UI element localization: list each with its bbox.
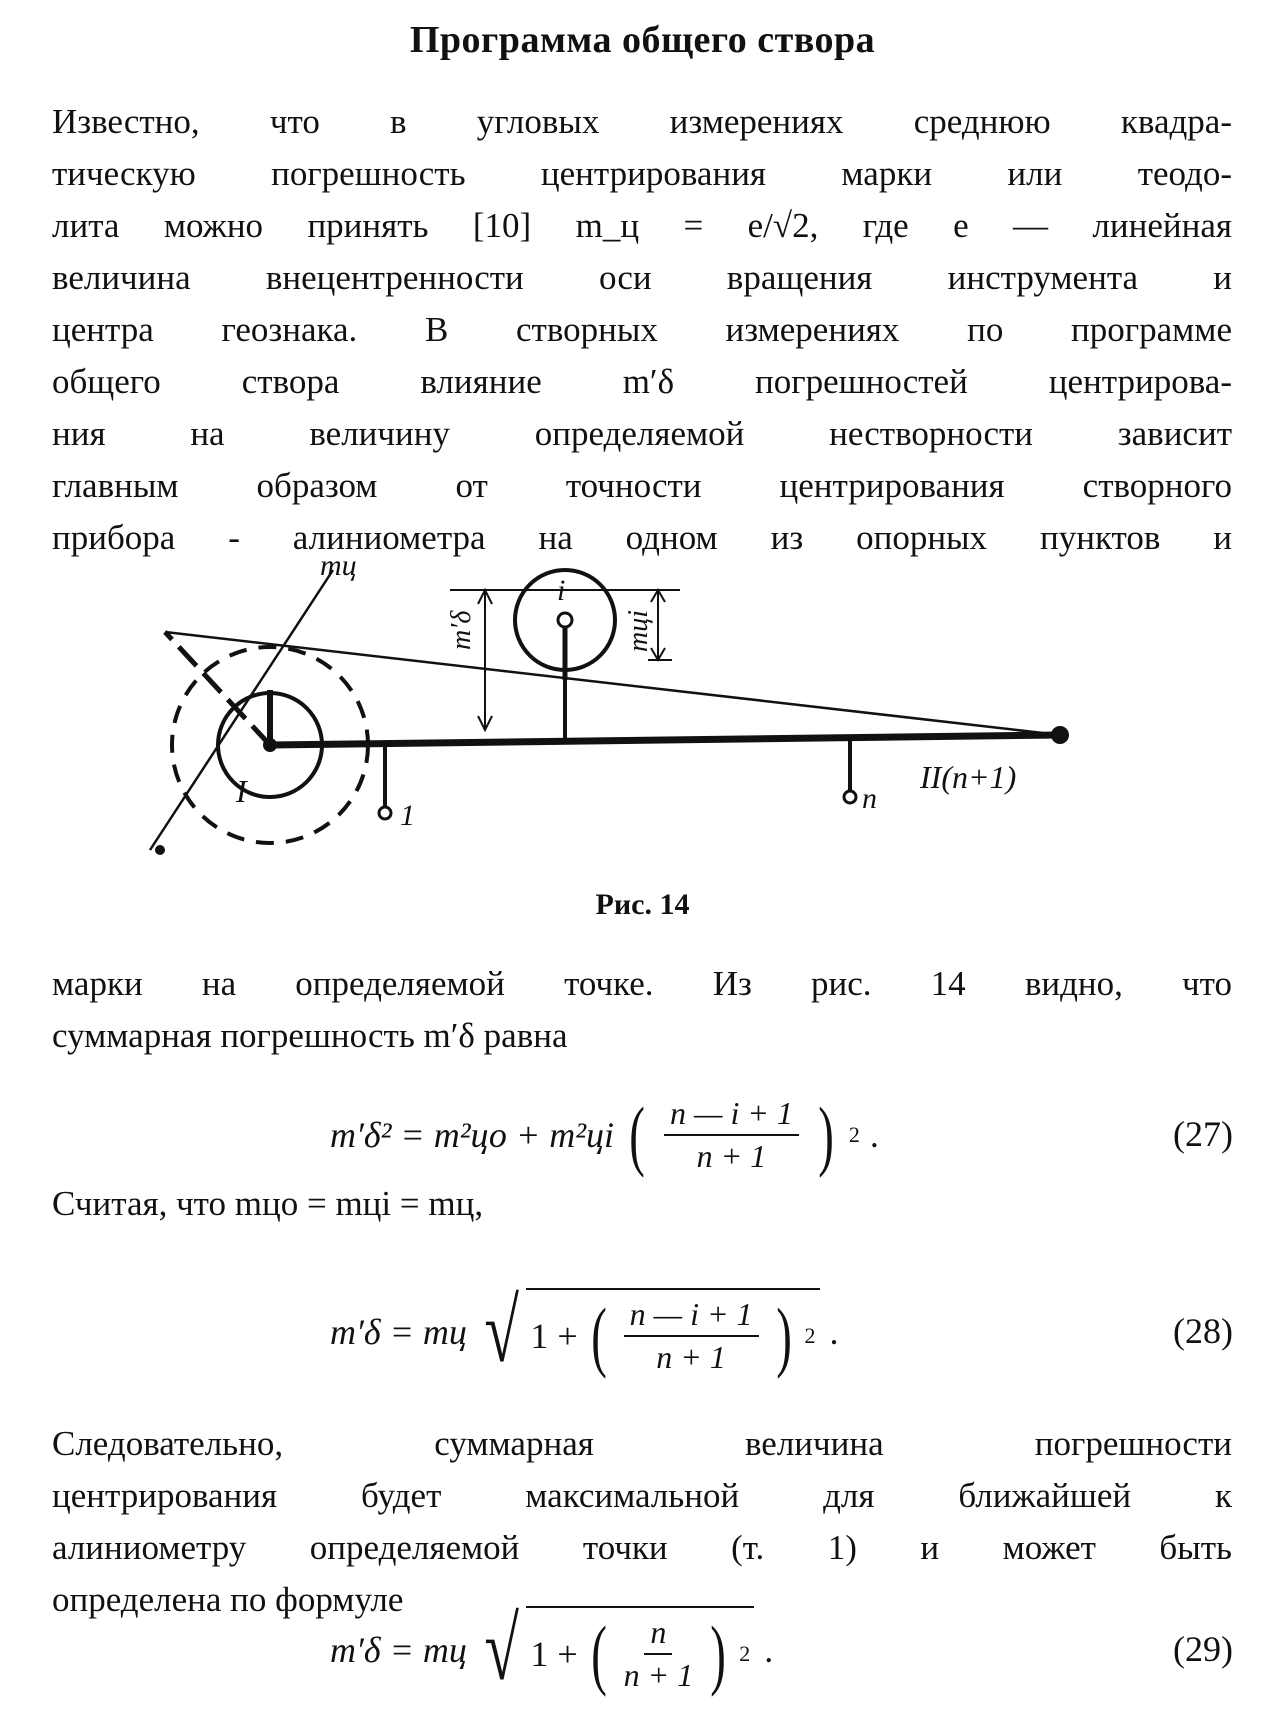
offset-line: [165, 632, 1060, 735]
text-line: суммарная погрешность m′δ равна: [52, 1016, 568, 1055]
text-line: центрирования будет максимальной для ближайшей к: [52, 1476, 1232, 1515]
text-line: Считая, что mцо = mцi = mц,: [52, 1184, 484, 1223]
label-II: II(n+1): [920, 759, 1017, 795]
square-root: √ 1 + ( $\frac{n — i + 1}{n + 1}$ ) 2: [477, 1287, 820, 1377]
label-1: 1: [400, 799, 415, 832]
eq27-lhs: m′δ² = m²цо + m²цi: [330, 1115, 615, 1155]
label-n: n: [862, 782, 877, 815]
equation-28: m′δ = mц √ 1 + ( $\frac{n — i + 1}{n + 1}$ ) 2 . (28): [330, 1282, 1233, 1381]
equation-number: (27): [1173, 1114, 1233, 1154]
equation-number: (28): [1173, 1311, 1233, 1351]
paragraph-intro: [52, 96, 1232, 564]
label-m-c: mц: [320, 549, 357, 582]
paragraph-conclusion: [52, 1418, 1232, 1626]
label-m-ci: mцi: [623, 610, 654, 652]
text-line: общего створа влияние m′δ погрешностей центрирова-: [52, 362, 1232, 401]
equation-27: m′δ² = m²цо + m²цi ( $\frac{n — i + 1}{n + 1}$ ) 2 . (27): [330, 1091, 1233, 1178]
text-line: Известно, что в угловых измерениях среднюю квадра-: [52, 102, 1232, 141]
figure-14-diagram: [120, 549, 1170, 880]
eq29-fraction: $\frac{n}{n + 1}$: [623, 1614, 694, 1693]
eq29-lhs: m′δ = mц: [330, 1630, 467, 1670]
point-I: [263, 738, 277, 752]
right-paren: ): [818, 1091, 834, 1178]
label-m-delta: m′δ: [446, 610, 477, 650]
label-I: I: [236, 773, 247, 809]
text-line: прибора - алиниометра на одном из опорных пунктов и: [52, 518, 1232, 557]
text-line: Следовательно, суммарная величина погрешности: [52, 1424, 1232, 1463]
label-i: i: [557, 574, 566, 607]
eq28-lhs: m′δ = mц: [330, 1312, 467, 1352]
paragraph-sum-error: [52, 958, 1232, 1062]
text-line: марки на определяемой точке. Из рис. 14 видно, что: [52, 964, 1232, 1003]
left-paren: (: [629, 1091, 645, 1178]
square-exponent: 2: [848, 1122, 860, 1147]
text-line: ния на величину определяемой нестворности зависит: [52, 414, 1232, 453]
text-line: величина внецентренности оси вращения инструмента и: [52, 258, 1232, 297]
page-title: Программа общего створа: [409, 19, 876, 61]
equation-29: m′δ = mц √ 1 + ( $\frac{n}{n + 1}$ ) 2 . (29): [330, 1600, 1233, 1699]
eq28-fraction: $\frac{n — i + 1}{n + 1}$: [624, 1296, 759, 1376]
alignment-line: [270, 735, 1060, 745]
text-line: главным образом от точности центрирования створного: [52, 466, 1232, 505]
square-root: √ 1 + ( $\frac{n}{n + 1}$ ) 2: [477, 1605, 754, 1695]
text-line: определена по формуле: [52, 1580, 404, 1619]
text-line: лита можно принять [10] m_ц = e/√2, где e — линейная: [52, 206, 1232, 245]
text-line: тическую погрешность центрирования марки или теодо-: [52, 154, 1232, 193]
equation-number: (29): [1173, 1629, 1233, 1669]
eq27-fraction: $\frac{n — i + 1}{n + 1}$: [664, 1095, 799, 1175]
paragraph-assume: [52, 1178, 1232, 1230]
text-line: центра геознака. В створных измерениях по программе: [52, 310, 1232, 349]
figure-caption: Рис. 14: [595, 888, 690, 921]
text-line: алиниометру определяемой точки (т. 1) и может быть: [52, 1528, 1232, 1567]
point-II: [1051, 726, 1069, 744]
